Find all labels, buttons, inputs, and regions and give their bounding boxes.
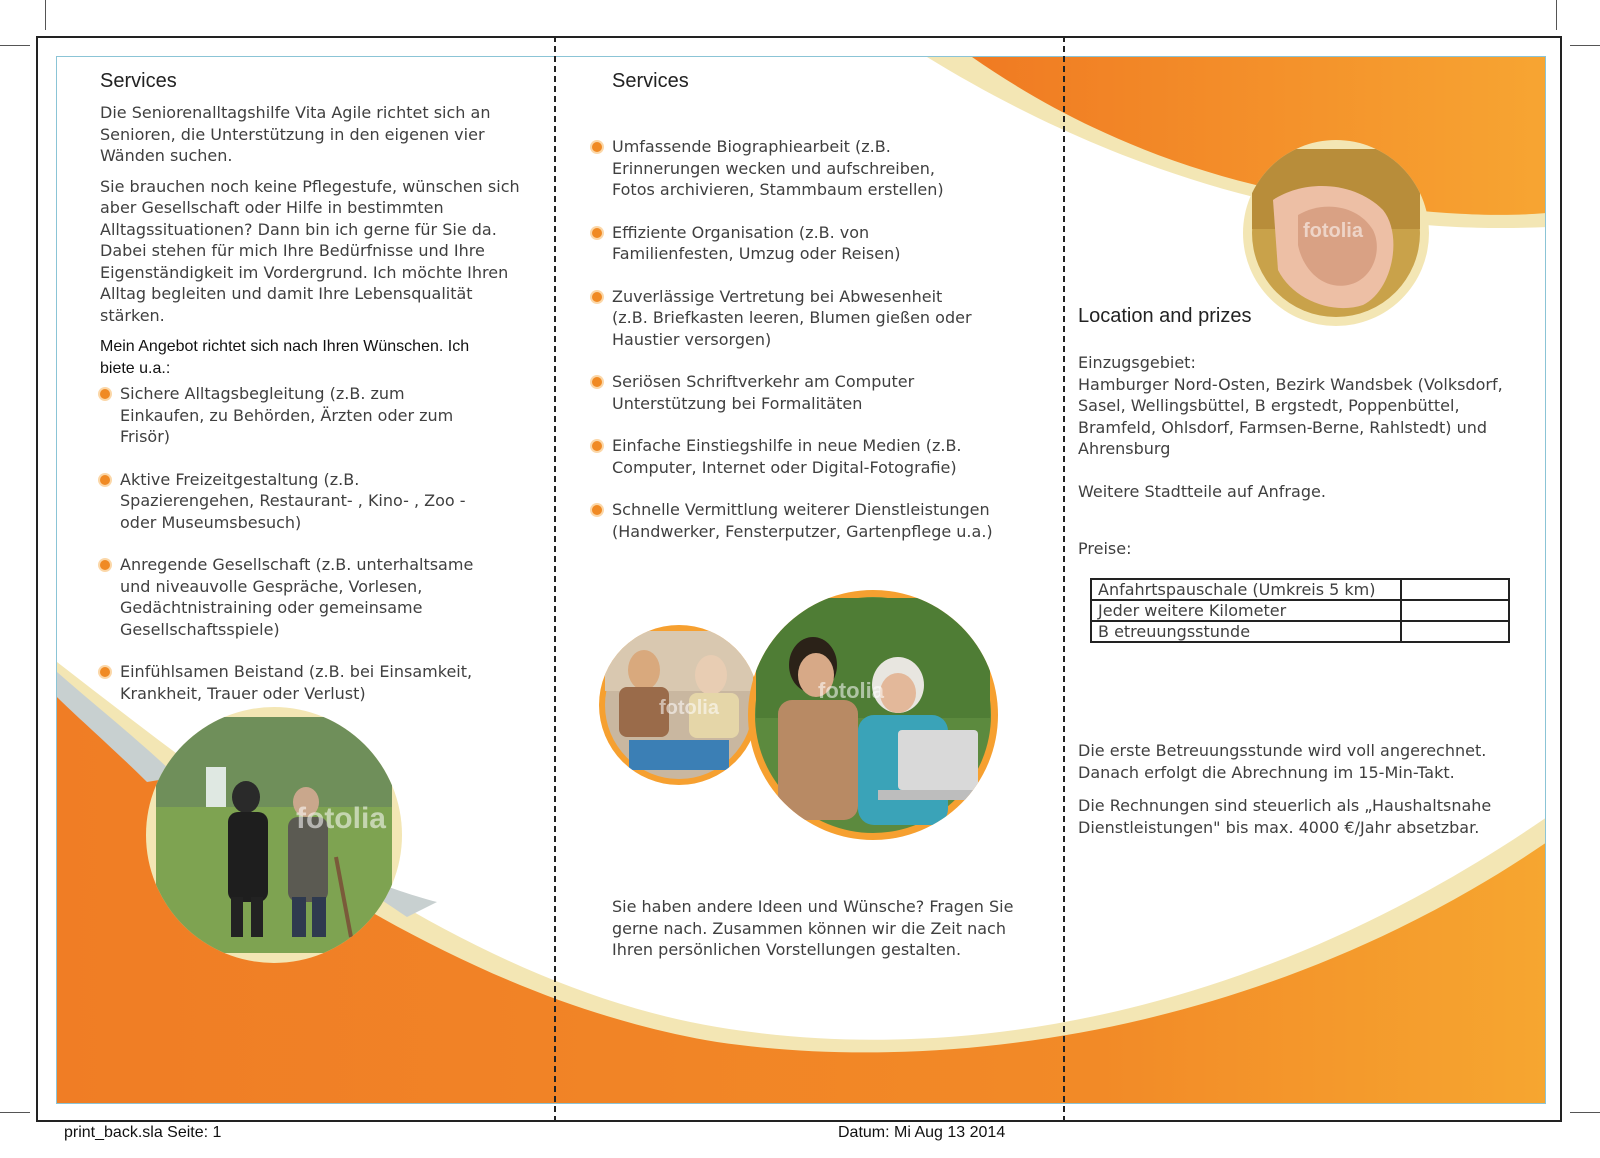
area-label: Einzugsgebiet: xyxy=(1078,353,1196,372)
crop-mark xyxy=(1570,45,1600,46)
left-service-list xyxy=(100,383,520,704)
middle-panel xyxy=(592,136,1022,542)
price-row-value xyxy=(1401,600,1509,621)
list-item: Seriösen Schriftverkehr am Computer Unterstützung bei Formalitäten xyxy=(592,371,952,414)
fold-line xyxy=(554,36,556,1122)
crop-mark xyxy=(1556,0,1557,30)
price-row-label: B etreuungsstunde xyxy=(1091,621,1401,642)
price-row-value xyxy=(1401,579,1509,600)
price-table xyxy=(1090,578,1510,643)
walking-seniors-photo xyxy=(146,707,402,963)
billing-note: Die erste Betreuungsstunde wird voll angerechnet. Danach erfolgt die Abrechnung im 15-Min-Takt. xyxy=(1078,741,1487,782)
table-row xyxy=(1091,600,1509,621)
list-item: Umfassende Biographiearbeit (z.B. Erinnerungen wecken und aufschreiben, Fotos archivieren, Stammbaum erstellen) xyxy=(592,136,982,201)
right-panel xyxy=(1078,352,1518,643)
list-item: Aktive Freizeitgestaltung (z.B. Spazierengehen, Restaurant- , Kino- , Zoo - oder Museumsbesuch) xyxy=(100,469,480,534)
file-info: print_back.sla Seite: 1 xyxy=(64,1124,222,1141)
list-item: Sichere Alltagsbegleitung (z.B. zum Einkaufen, zu Behörden, Ärzten oder zum Frisör) xyxy=(100,383,480,448)
left-offer-lead: Mein Angebot richtet sich nach Ihren Wünschen. Ich biete u.a.: xyxy=(100,338,470,377)
photo-illustration xyxy=(748,590,998,840)
left-panel xyxy=(100,102,520,704)
list-item: Einfühlsamen Beistand (z.B. bei Einsamkeit, Krankheit, Trauer oder Verlust) xyxy=(100,661,480,704)
middle-heading: Services xyxy=(612,70,689,92)
prices-label: Preise: xyxy=(1078,539,1132,558)
watermark: fotolia xyxy=(1303,220,1363,242)
area-text: Hamburger Nord-Osten, Bezirk Wandsbek (Volksdorf, Sasel, Wellingsbüttel, B ergstedt, Poppenbüttel, Bramfeld, Ohlsdorf, Farmsen-Berne, Rahlstedt) und Ahrensburg xyxy=(1078,374,1503,458)
list-item: Zuverlässige Vertretung bei Abwesenheit (z.B. Briefkasten leeren, Blumen gießen oder Haustier versorgen) xyxy=(592,286,972,351)
tax-note: Die Rechnungen sind steuerlich als „Haushaltsnahe Dienstleistungen" bis max. 4000 €/Jahr absetzbar. xyxy=(1078,796,1492,837)
crop-mark xyxy=(0,45,30,46)
list-item: Schnelle Vermittlung weiterer Dienstleistungen (Handwerker, Fensterputzer, Gartenpflege u.a.) xyxy=(592,499,1022,542)
closing-text: Sie haben andere Ideen und Wünsche? Fragen Sie gerne nach. Zusammen können wir die Zeit nach Ihren persönlichen Vorstellungen gestalten. xyxy=(612,897,1014,959)
price-row-label: Jeder weitere Kilometer xyxy=(1091,600,1401,621)
list-item: Effiziente Organisation (z.B. von Familienfesten, Umzug oder Reisen) xyxy=(592,222,932,265)
middle-service-list xyxy=(592,136,1022,542)
price-row-label: Anfahrtspauschale (Umkreis 5 km) xyxy=(1091,579,1401,600)
price-row-value xyxy=(1401,621,1509,642)
list-item: Anregende Gesellschaft (z.B. unterhaltsame und niveauvolle Gespräche, Vorlesen, Gedächtnistraining oder gemeinsame Gesellschaftsspiele) xyxy=(100,554,480,640)
more-areas-text: Weitere Stadtteile auf Anfrage. xyxy=(1078,481,1326,501)
holding-hands-photo xyxy=(1243,140,1429,326)
watermark: fotolia xyxy=(818,678,884,703)
computer-seniors-photo xyxy=(748,590,998,840)
left-intro-1: Die Seniorenalltagshilfe Vita Agile richtet sich an Senioren, die Unterstützung in den eigenen vier Wänden suchen. xyxy=(100,103,491,165)
left-heading: Services xyxy=(100,70,177,92)
crop-mark xyxy=(0,1112,30,1113)
board-game-photo xyxy=(599,625,759,785)
middle-closing xyxy=(612,896,1042,961)
fold-line xyxy=(1063,36,1065,1122)
table-row xyxy=(1091,579,1509,600)
right-notes xyxy=(1078,740,1518,838)
crop-mark xyxy=(1570,1112,1600,1113)
table-row xyxy=(1091,621,1509,642)
left-intro-2: Sie brauchen noch keine Pflegestufe, wünschen sich aber Gesellschaft oder Hilfe in bestimmten Alltagssituationen? Dann bin ich gerne für Sie da. Dabei stehen für mich Ihre Bedürfnisse und Ihre Eigenständigkeit im Vordergrund. Ich möchte Ihren Alltag begleiten und damit Ihre Lebensqualität stärken. xyxy=(100,176,520,325)
watermark: fotolia xyxy=(659,697,719,719)
list-item: Einfache Einstiegshilfe in neue Medien (z.B. Computer, Internet oder Digital-Fotografie) xyxy=(592,435,1022,478)
right-heading: Location and prizes xyxy=(1078,305,1252,327)
print-date: Datum: Mi Aug 13 2014 xyxy=(838,1124,1006,1141)
watermark: fotolia xyxy=(296,802,386,835)
crop-mark xyxy=(45,0,46,30)
